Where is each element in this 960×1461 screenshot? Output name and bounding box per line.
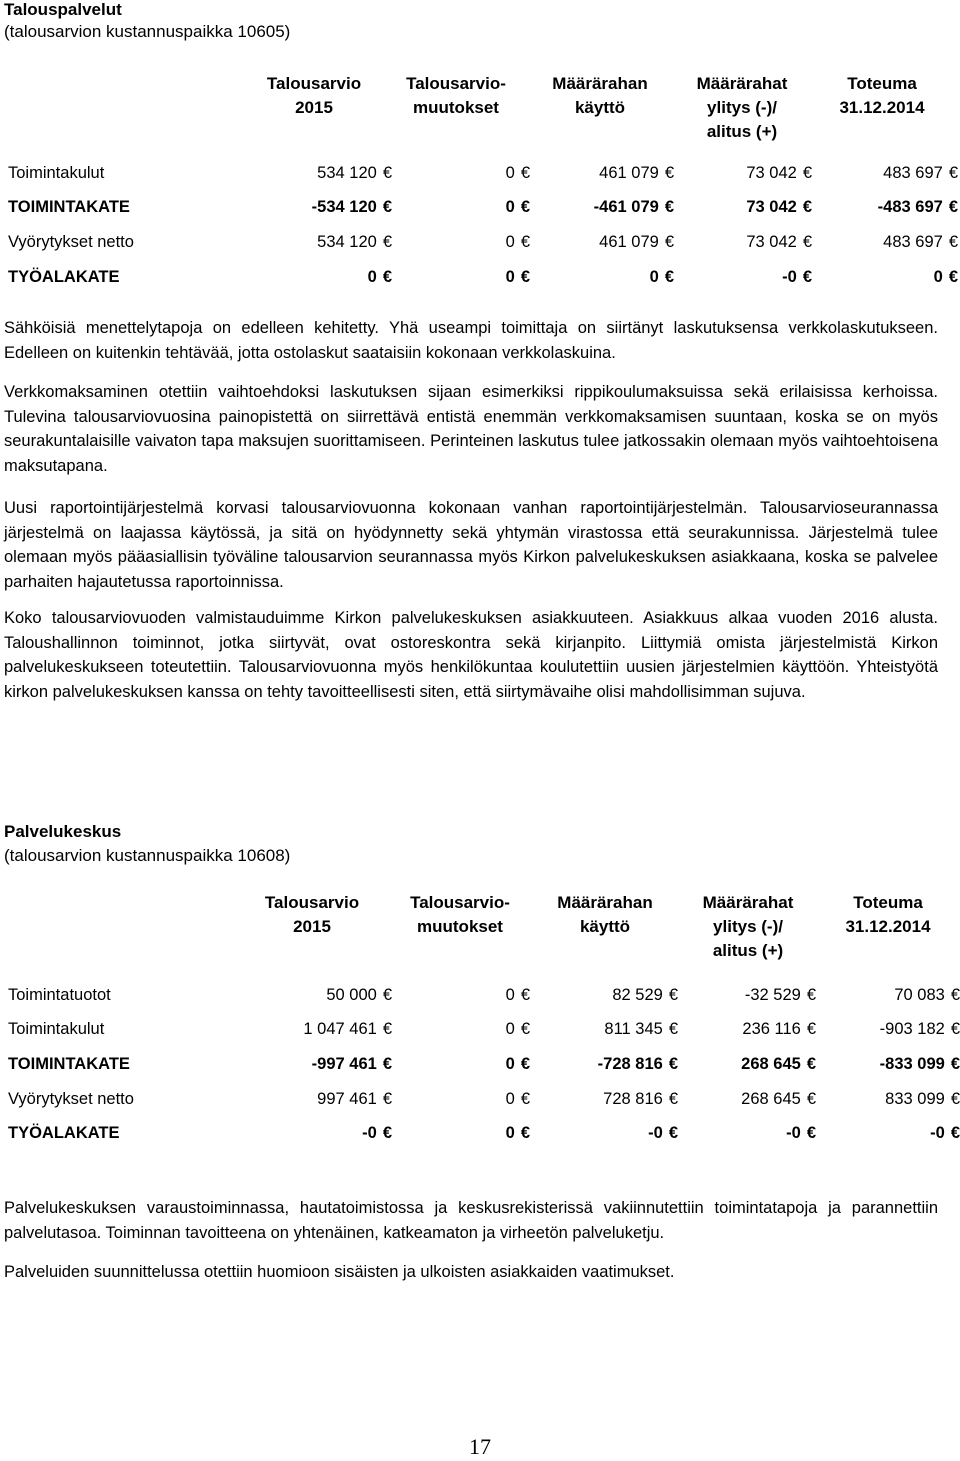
- euro-symbol: €: [668, 1124, 678, 1143]
- table-cell: [244, 1013, 392, 1048]
- cell-value: -0: [782, 267, 797, 286]
- section-subtitle: (talousarvion kustannuspaikka 10605): [4, 22, 291, 41]
- euro-symbol: €: [950, 1089, 960, 1108]
- col-header-budget: Talousarvio 2015: [264, 893, 360, 936]
- cell-value: -461 079: [593, 198, 659, 217]
- table-cell: [244, 978, 392, 1013]
- table-cell: [816, 978, 960, 1013]
- body-paragraph: Sähköisiä menettelytapoja on edelleen kehitetty. Yhä useampi toimittaja on siirtänyt laskutuksensa verkkolaskutukseen. Edelleen on kuitenkin tehtävää, jotta ostolaskut saataisiin kokonaan verkkolaskuina.: [4, 319, 938, 362]
- euro-symbol: €: [806, 1054, 816, 1073]
- euro-symbol: €: [382, 1054, 392, 1073]
- cell-value: 50 000: [326, 985, 377, 1004]
- table-cell: [530, 1013, 678, 1048]
- euro-symbol: €: [948, 267, 958, 286]
- cell-value: -0: [786, 1124, 801, 1143]
- cell-value: 0: [933, 267, 943, 286]
- euro-symbol: €: [802, 232, 812, 251]
- euro-symbol: €: [382, 163, 392, 182]
- row-label: Toimintatuotot: [8, 985, 111, 1004]
- table-cell: [812, 191, 958, 226]
- cell-value: 0: [505, 1124, 515, 1143]
- euro-symbol: €: [948, 232, 958, 251]
- body-paragraph: Palvelukeskuksen varaustoiminnassa, hautatoimistossa ja keskusrekisterissä vakiinnutettiin toimintatapoja ja parannettiin palvelutasoa. Toiminnan tavoitteena on yhtenäinen, katkeamaton ja virheetön palveluketju.: [4, 1199, 938, 1242]
- table-cell: [674, 225, 812, 260]
- cell-value: -728 816: [597, 1054, 663, 1073]
- cell-value: 236 116: [742, 1020, 801, 1039]
- body-paragraph: Koko talousarviovuoden valmistauduimme Kirkon palvelukeskuksen asiakkuuteen. Asiakkuus alkaa vuoden 2016 alusta. Taloushallinnon toiminnot, jotka siirtyvät, ovat ostoreskontra sekä kirjanpito. Liittymiä omista järjestelmistä Kirkon palvelukeskukseen toteutettiin. Talousarviovuonna myös henkilökuntaa koulutettiin uusien järjestelmien käyttöön. Yhteistyötä kirkon palvelukeskuksen kanssa on tehty tavoitteellisesti siten, että siirtymävaihe olisi mahdollisimman sujuva.: [4, 609, 938, 701]
- euro-symbol: €: [806, 985, 816, 1004]
- col-header-usage: Määrärahan käyttö: [552, 74, 648, 117]
- col-header-variance: Määrärahat ylitys (-)/ alitus (+): [696, 74, 788, 141]
- row-label: TOIMINTAKATE: [8, 198, 130, 217]
- euro-symbol: €: [802, 163, 812, 182]
- table-cell: [678, 1082, 816, 1117]
- cell-value: 82 529: [612, 985, 663, 1004]
- table-row: [4, 225, 958, 260]
- row-label: Vyörytykset netto: [8, 232, 134, 251]
- table-cell: [392, 1013, 530, 1048]
- col-header-variance: Määrärahat ylitys (-)/ alitus (+): [702, 893, 794, 960]
- table-cell: [392, 225, 530, 260]
- cell-value: 73 042: [746, 232, 797, 251]
- section-subtitle: (talousarvion kustannuspaikka 10608): [4, 846, 291, 865]
- euro-symbol: €: [520, 1020, 530, 1039]
- table-cell: [530, 1082, 678, 1117]
- cell-value: 534 120: [317, 232, 377, 251]
- row-label: Toimintakulut: [8, 1020, 105, 1039]
- euro-symbol: €: [520, 1089, 530, 1108]
- cell-value: -534 120: [311, 198, 377, 217]
- table-row: [4, 1013, 960, 1048]
- table-row: [4, 260, 958, 295]
- table-cell: [244, 191, 392, 226]
- budget-table-palvelukeskus: [4, 978, 960, 1151]
- table-row: [4, 156, 958, 191]
- cell-value: 534 120: [317, 163, 377, 182]
- table-row: [4, 1082, 960, 1117]
- col-header-budget: Talousarvio 2015: [266, 74, 362, 117]
- table-cell: [392, 978, 530, 1013]
- cell-value: 70 083: [894, 985, 945, 1004]
- euro-symbol: €: [668, 1089, 678, 1108]
- table-cell: [392, 1116, 530, 1151]
- table-cell: [678, 1116, 816, 1151]
- col-header-actual: Toteuma 31.12.2014: [845, 893, 931, 936]
- table-cell: [392, 1047, 530, 1082]
- cell-value: -483 697: [877, 198, 943, 217]
- col-header-actual: Toteuma 31.12.2014: [839, 74, 925, 117]
- euro-symbol: €: [520, 985, 530, 1004]
- cell-value: 0: [649, 267, 659, 286]
- cell-value: -997 461: [311, 1054, 377, 1073]
- euro-symbol: €: [668, 1054, 678, 1073]
- table-cell: [244, 156, 392, 191]
- euro-symbol: €: [382, 985, 392, 1004]
- cell-value: 0: [505, 163, 515, 182]
- page-number: 17: [469, 1434, 491, 1459]
- cell-value: 461 079: [599, 163, 659, 182]
- cell-value: 0: [505, 198, 515, 217]
- cell-value: 268 645: [741, 1089, 801, 1108]
- cell-value: -0: [930, 1124, 945, 1143]
- body-paragraph: Palveluiden suunnittelussa otettiin huomioon sisäisten ja ulkoisten asiakkaiden vaatimukset.: [4, 1263, 675, 1281]
- cell-value: 0: [505, 1054, 515, 1073]
- table-cell: [816, 1013, 960, 1048]
- cell-value: 268 645: [741, 1054, 801, 1073]
- table-cell: [530, 260, 674, 295]
- euro-symbol: €: [664, 232, 674, 251]
- euro-symbol: €: [520, 1124, 530, 1143]
- euro-symbol: €: [806, 1089, 816, 1108]
- euro-symbol: €: [668, 985, 678, 1004]
- table-cell: [812, 225, 958, 260]
- cell-value: 811 345: [604, 1020, 663, 1039]
- table-cell: [530, 225, 674, 260]
- euro-symbol: €: [664, 267, 674, 286]
- euro-symbol: €: [948, 198, 958, 217]
- table-row: [4, 978, 960, 1013]
- col-header-changes: Talousarvio- muutokset: [406, 74, 506, 117]
- table-cell: [244, 1082, 392, 1117]
- cell-value: 461 079: [599, 232, 659, 251]
- row-label: TYÖALAKATE: [8, 1124, 120, 1143]
- cell-value: 483 697: [883, 232, 943, 251]
- euro-symbol: €: [668, 1020, 678, 1039]
- table-cell: [530, 191, 674, 226]
- cell-value: 997 461: [317, 1089, 377, 1108]
- cell-value: -0: [648, 1124, 663, 1143]
- cell-value: 833 099: [885, 1089, 945, 1108]
- row-label: Toimintakulut: [8, 163, 105, 182]
- table-cell: [674, 191, 812, 226]
- budget-table-talouspalvelut: [4, 156, 958, 294]
- cell-value: 0: [505, 232, 515, 251]
- cell-value: 0: [505, 267, 515, 286]
- cell-value: -903 182: [879, 1020, 945, 1039]
- table-cell: [812, 156, 958, 191]
- section-title: Palvelukeskus: [4, 822, 122, 841]
- euro-symbol: €: [520, 267, 530, 286]
- cell-value: 0: [505, 1089, 515, 1108]
- euro-symbol: €: [806, 1020, 816, 1039]
- table-row: [4, 1116, 960, 1151]
- table-cell: [674, 260, 812, 295]
- table-cell: [530, 978, 678, 1013]
- table-cell: [812, 260, 958, 295]
- table-cell: [678, 978, 816, 1013]
- euro-symbol: €: [948, 163, 958, 182]
- row-label: TYÖALAKATE: [8, 267, 120, 286]
- table-cell: [678, 1013, 816, 1048]
- euro-symbol: €: [950, 1124, 960, 1143]
- table-cell: [530, 1116, 678, 1151]
- cell-value: 483 697: [883, 163, 943, 182]
- cell-value: 0: [505, 1020, 515, 1039]
- cell-value: 73 042: [746, 163, 797, 182]
- euro-symbol: €: [806, 1124, 816, 1143]
- cell-value: 0: [505, 985, 515, 1004]
- euro-symbol: €: [382, 198, 392, 217]
- euro-symbol: €: [382, 267, 392, 286]
- col-header-usage: Määrärahan käyttö: [557, 893, 653, 936]
- cell-value: 728 816: [603, 1089, 663, 1108]
- euro-symbol: €: [802, 267, 812, 286]
- euro-symbol: €: [520, 232, 530, 251]
- table-cell: [816, 1047, 960, 1082]
- body-paragraph: Verkkomaksaminen otettiin vaihtoehdoksi laskutuksen sijaan esimerkiksi rippikoulumaksuissa sekä erilaisissa kerhoissa. Tulevina talousarviovuosina painopistettä on siirrettävä entistä enemmän verkkomaksamisen suuntaan, koska se on myös seurakuntalaisille vaivaton tapa maksujen suorittamiseen. Perinteinen laskutus tulee jatkossakin olemaan myös vaihtoehtoisena maksutapana.: [4, 383, 938, 475]
- cell-value: -32 529: [744, 985, 801, 1004]
- table-cell: [530, 1047, 678, 1082]
- row-label: TOIMINTAKATE: [8, 1054, 130, 1073]
- table-cell: [816, 1082, 960, 1117]
- cell-value: 0: [367, 267, 377, 286]
- euro-symbol: €: [382, 1089, 392, 1108]
- table-cell: [392, 191, 530, 226]
- table-cell: [530, 156, 674, 191]
- body-paragraph: Uusi raportointijärjestelmä korvasi talousarviovuonna kokonaan vanhan raportointijärjestelmän. Talousarvioseurannassa järjestelmä on laajassa käytössä, ja sitä on hyödynnetty sekä yhtymän virastossa että seurakunnissa. Järjestelmä tulee olemaan myös pääasiallisin työväline talousarvion seurannassa myös Kirkon palvelukeskuksen asiakkaana, koska se palvelee parhaiten hajautetussa raportoinnissa.: [4, 499, 938, 591]
- euro-symbol: €: [950, 1020, 960, 1039]
- table-cell: [244, 260, 392, 295]
- cell-value: -0: [362, 1124, 377, 1143]
- table-cell: [244, 225, 392, 260]
- table-row: [4, 191, 958, 226]
- cell-value: 73 042: [746, 198, 797, 217]
- table-cell: [392, 1082, 530, 1117]
- euro-symbol: €: [664, 198, 674, 217]
- table-cell: [392, 260, 530, 295]
- table-cell: [392, 156, 530, 191]
- table-cell: [244, 1047, 392, 1082]
- euro-symbol: €: [950, 985, 960, 1004]
- table-row: [4, 1047, 960, 1082]
- section-title: Talouspalvelut: [4, 0, 122, 19]
- euro-symbol: €: [382, 1020, 392, 1039]
- euro-symbol: €: [382, 1124, 392, 1143]
- cell-value: 1 047 461: [303, 1020, 377, 1039]
- euro-symbol: €: [382, 232, 392, 251]
- col-header-changes: Talousarvio- muutokset: [410, 893, 510, 936]
- euro-symbol: €: [950, 1054, 960, 1073]
- euro-symbol: €: [802, 198, 812, 217]
- euro-symbol: €: [520, 1054, 530, 1073]
- euro-symbol: €: [520, 198, 530, 217]
- table-cell: [816, 1116, 960, 1151]
- row-label: Vyörytykset netto: [8, 1089, 134, 1108]
- euro-symbol: €: [520, 163, 530, 182]
- table-cell: [678, 1047, 816, 1082]
- table-cell: [244, 1116, 392, 1151]
- euro-symbol: €: [664, 163, 674, 182]
- cell-value: -833 099: [879, 1054, 945, 1073]
- table-cell: [674, 156, 812, 191]
